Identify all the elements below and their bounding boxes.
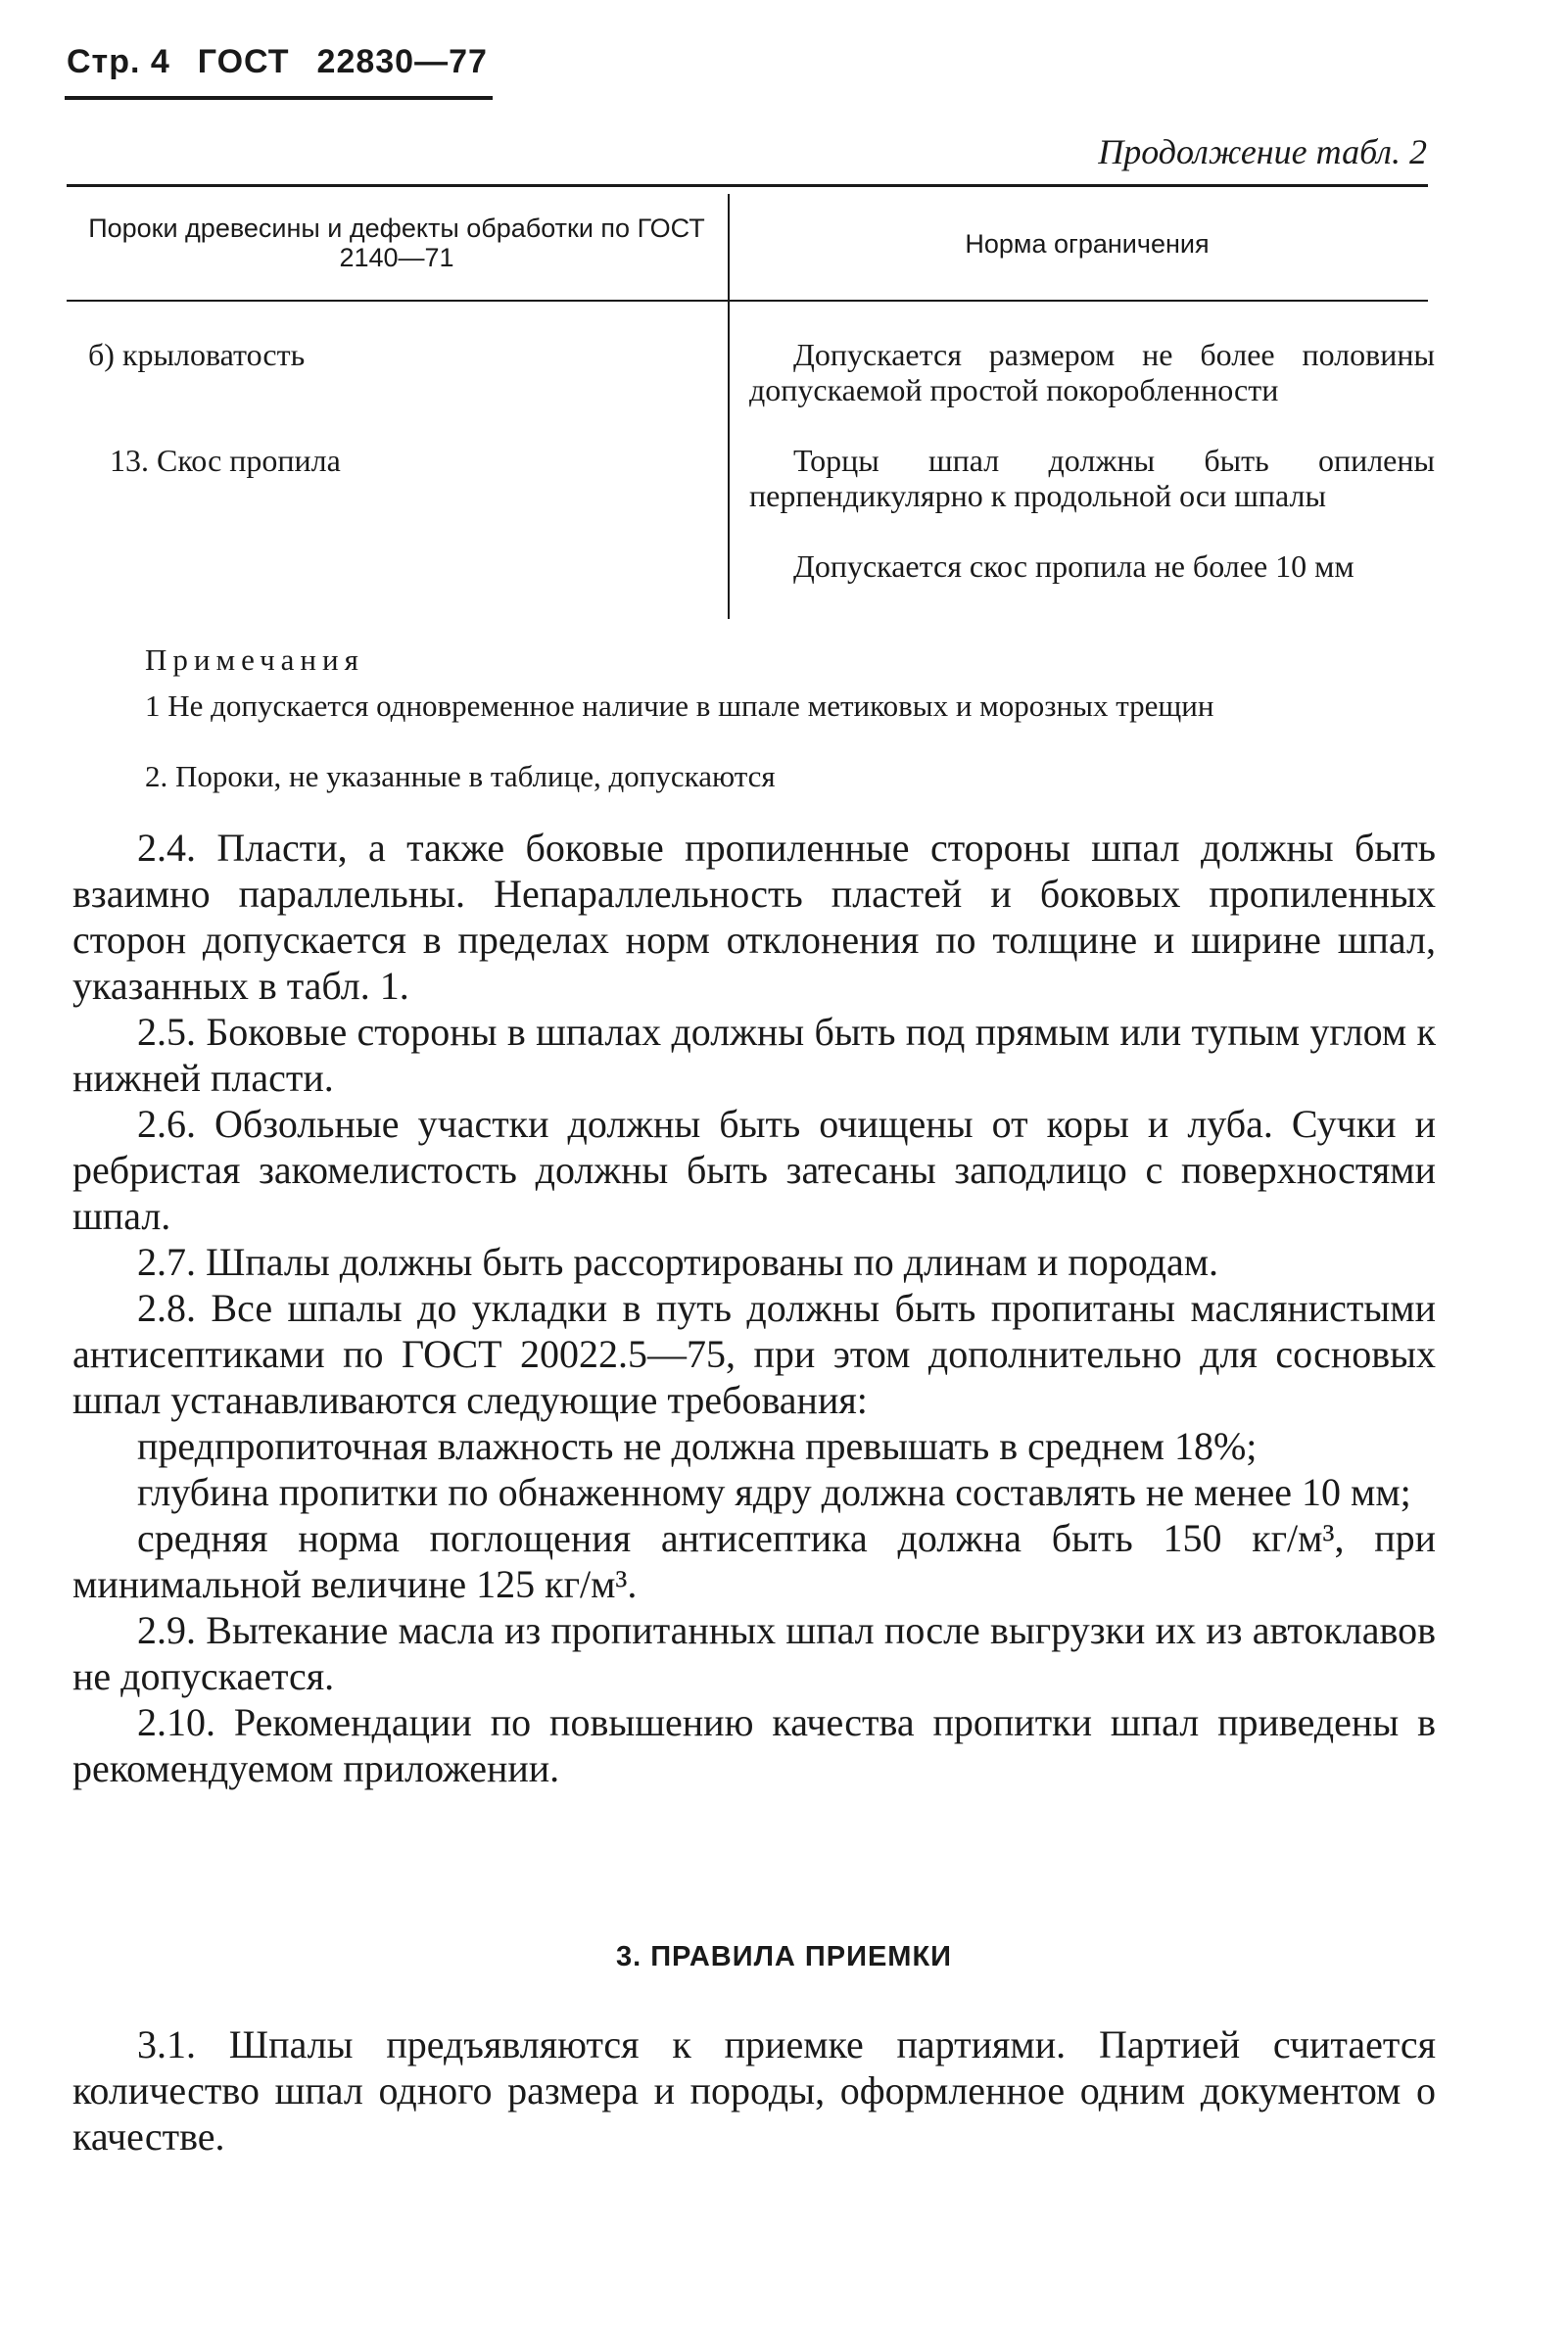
notes-title: Примечания [145,642,364,677]
running-header [67,43,488,81]
paragraph: 2.9. Вытекание масла из пропитанных шпал после выгрузки их из автоклавов не допускается. [72,1608,1436,1698]
table-header-defects: Пороки древесины и дефекты обработки по ГОСТ 2140—71 [88,214,705,272]
norm-text: Торцы шпал должны быть опилены перпендикулярно к продольной оси шпалы [749,443,1435,513]
standard-number: 22830—77 [316,43,488,80]
table-cell-norm [749,337,1435,407]
section-heading: 3. ПРАВИЛА ПРИЕМКИ [615,1941,953,1972]
table-header-rule [67,300,1428,302]
norm-text: Допускается размером не более половины допускаемой простой покоробленности [749,337,1435,407]
paragraph: 2.5. Боковые стороны в шпалах должны быть под прямым или тупым углом к нижней пласти. [72,1010,1436,1100]
header-rule [65,96,493,100]
paragraph: 2.7. Шпалы должны быть рассортированы по длинам и породам. [137,1240,1219,1284]
table-cell-defect: 13. Скос пропила [110,443,341,478]
note-item: 2. Пороки, не указанные в таблице, допускаются [145,759,776,793]
table-continuation-label: Продолжение табл. 2 [1098,132,1427,171]
table-header-norm: Норма ограничения [965,229,1210,259]
table-cell-norm [749,548,1435,584]
body-text [72,825,1436,1791]
page-number: Стр. 4 [67,43,170,80]
paragraph: 2.8. Все шпалы до укладки в путь должны быть пропитаны маслянистыми антисептиками по ГОСТ 20022.5—75, при этом дополнительно для сосновых шпал устанавливаются следующие требования: [72,1286,1436,1422]
paragraph: 2.4. Пласти, а также боковые пропиленные стороны шпал должны быть взаимно параллельны. Непараллельность пластей и боковых пропиленных сторон допускается в пределах норм отклонения по толщине и ширине шпал, указанных в табл. 1. [72,826,1436,1008]
standard-label: ГОСТ [197,43,290,80]
paragraph: 2.10. Рекомендации по повышению качества пропитки шпал приведены в рекомендуемом приложении. [72,1700,1436,1790]
table-cell-defect: б) крыловатость [88,337,306,372]
table-cell-norm [749,443,1435,513]
paragraph: глубина пропитки по обнаженному ядру должна составлять не менее 10 мм; [137,1470,1411,1514]
paragraph: средняя норма поглощения антисептика должна быть 150 кг/м³, при минимальной величине 125 кг/м³. [72,1516,1436,1606]
paragraph: 3.1. Шпалы предъявляются к приемке партиями. Партией считается количество шпал одного размера и породы, оформленное одним документом о качестве. [72,2022,1436,2159]
table-column-divider [728,194,730,619]
note-item: 1 Не допускается одновременное наличие в шпале метиковых и морозных трещин [145,688,1214,723]
section-body-text [72,2021,1436,2160]
paragraph: предпропиточная влажность не должна превышать в среднем 18%; [137,1424,1258,1468]
norm-text: Допускается скос пропила не более 10 мм [793,548,1354,584]
paragraph: 2.6. Обзольные участки должны быть очищены от коры и луба. Сучки и ребристая закомелистость должны быть затесаны заподлицо с поверхностями шпал. [72,1102,1436,1238]
table-top-rule [67,184,1428,187]
